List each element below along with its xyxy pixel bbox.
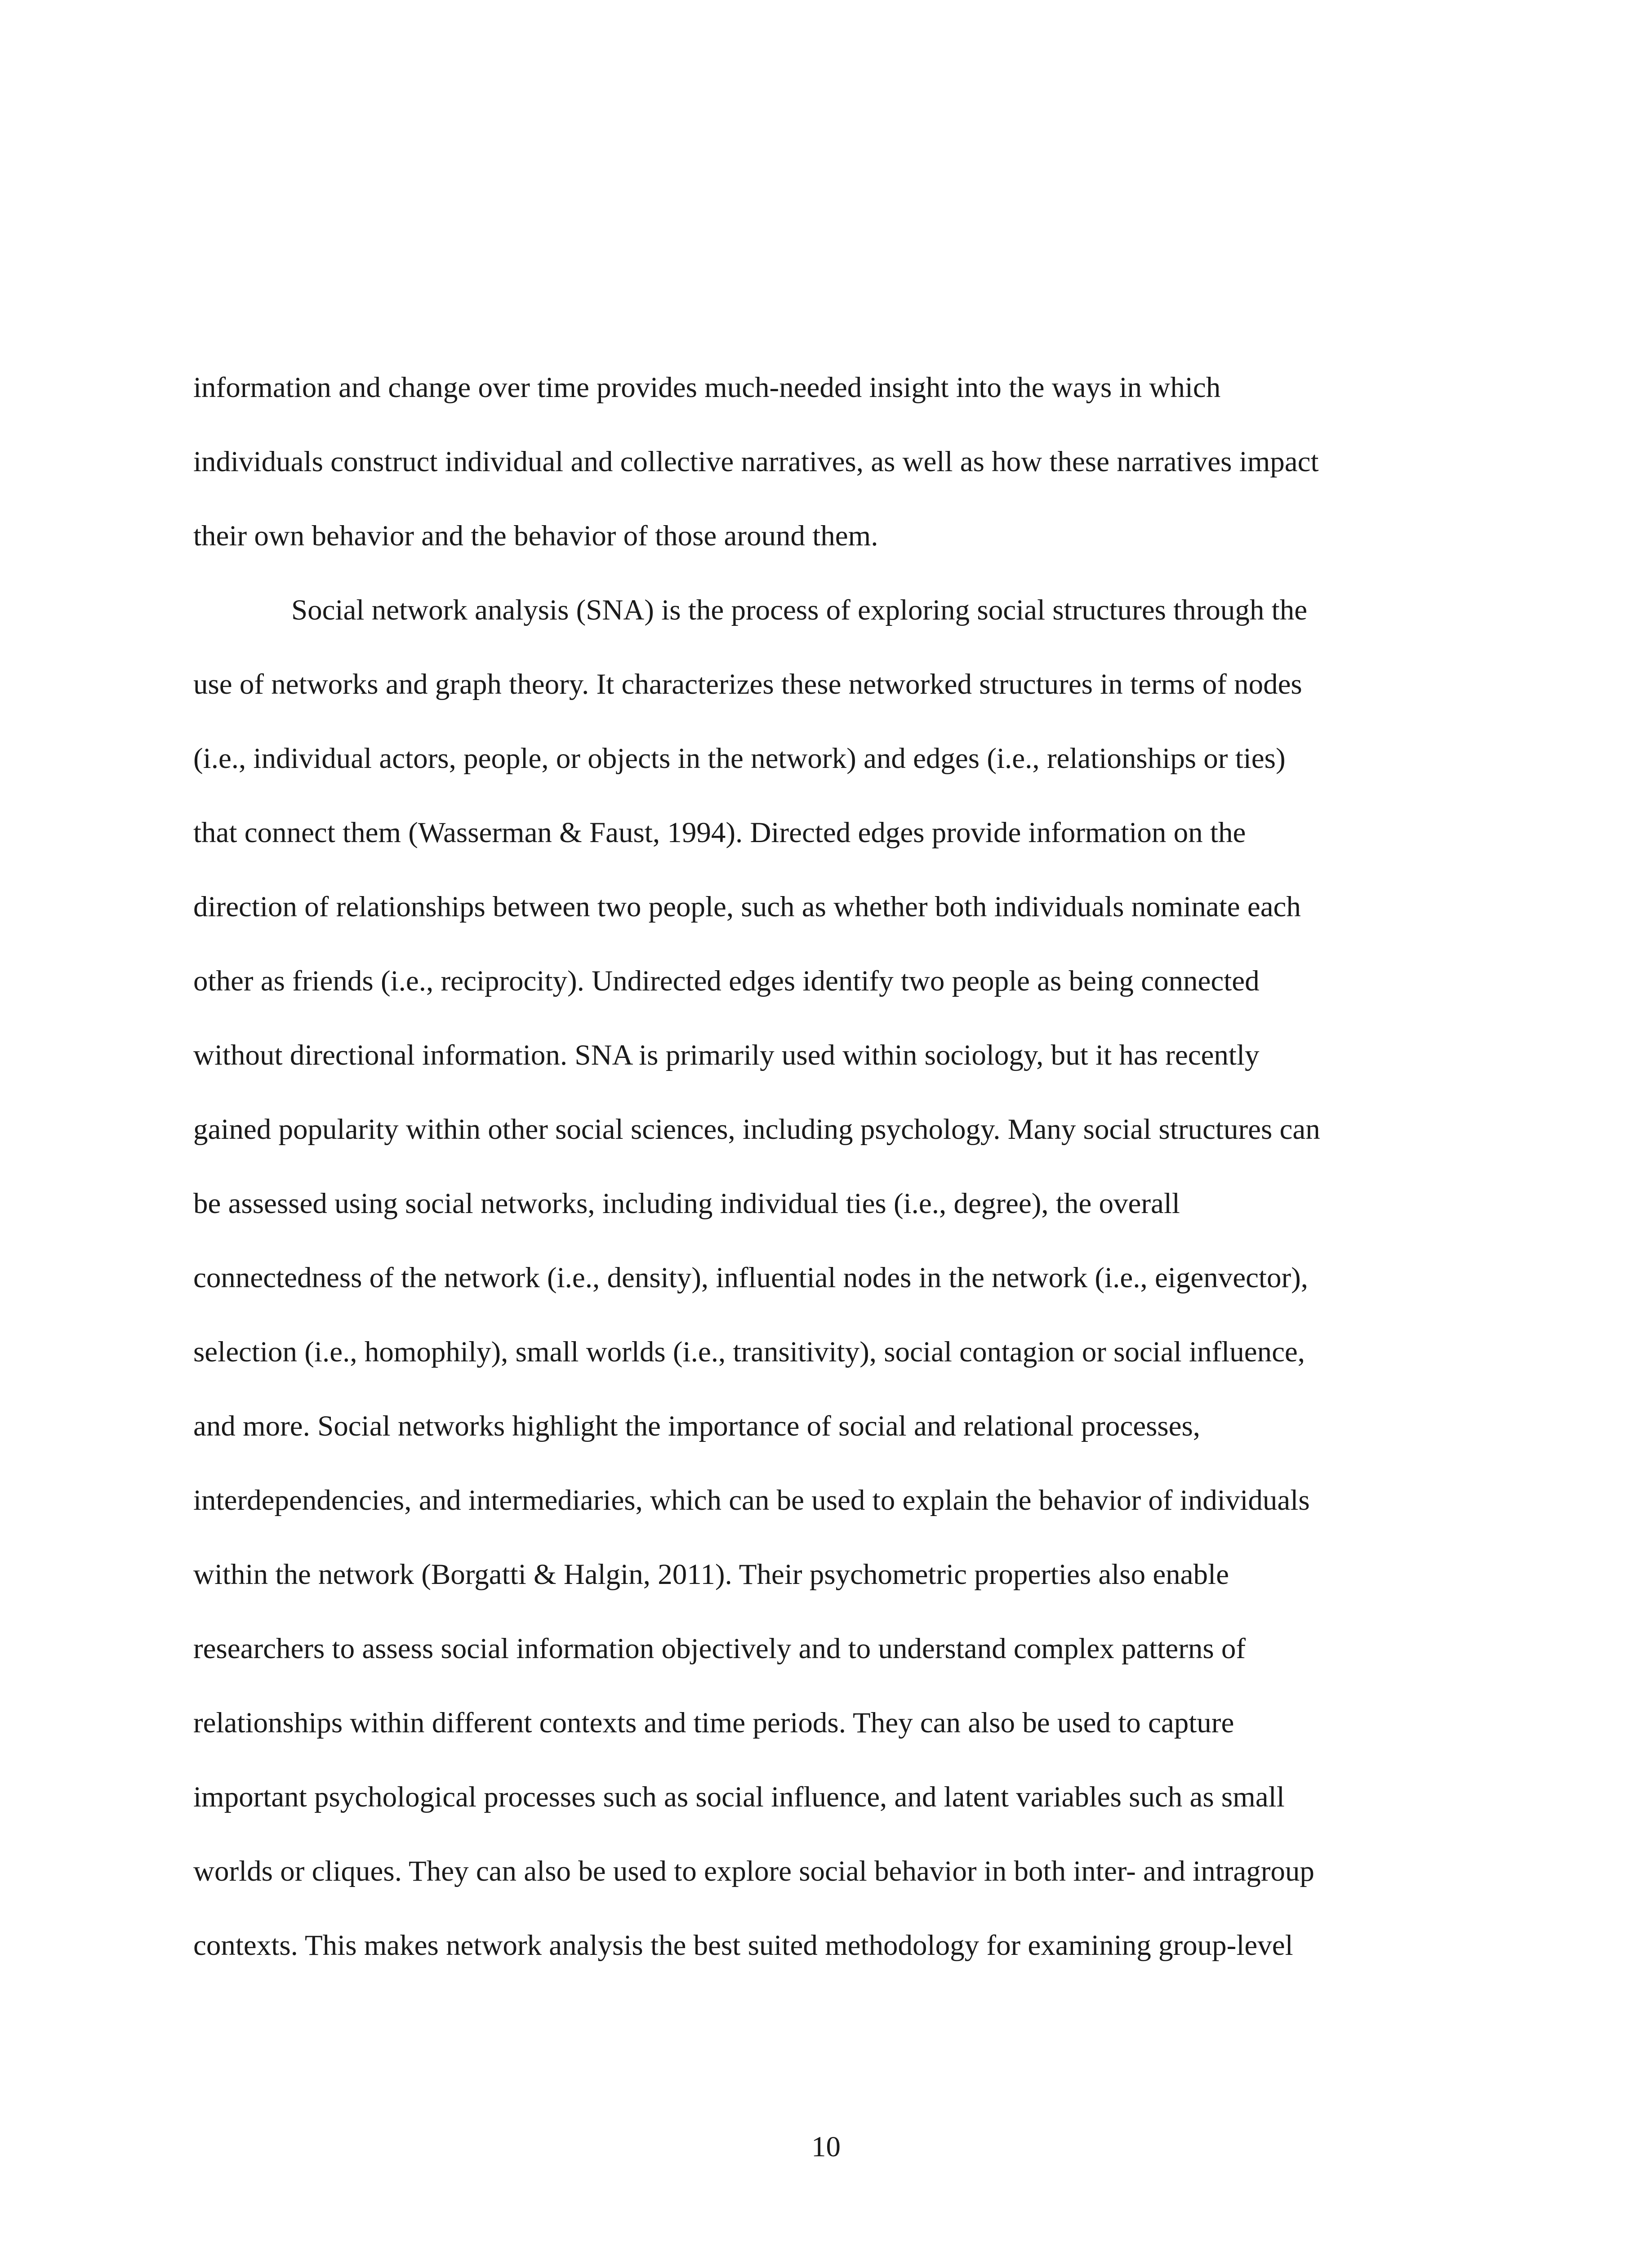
page-number: 10 — [811, 2131, 841, 2163]
text-line: direction of relationships between two people, such as whether both individuals nominate each — [193, 891, 1301, 923]
text-line: that connect them (Wasserman & Faust, 1994). Directed edges provide information on the — [193, 816, 1246, 849]
text-line: and more. Social networks highlight the importance of social and relational processes, — [193, 1410, 1201, 1442]
text-line: important psychological processes such as social influence, and latent variables such as small — [193, 1781, 1285, 1813]
paragraph-start-line: Social network analysis (SNA) is the process of exploring social structures through the — [291, 594, 1308, 626]
text-line: connectedness of the network (i.e., density), influential nodes in the network (i.e., eigenvector), — [193, 1262, 1309, 1294]
text-line: information and change over time provides much-needed insight into the ways in which — [193, 371, 1221, 404]
text-line: selection (i.e., homophily), small worlds (i.e., transitivity), social contagion or social influence, — [193, 1336, 1305, 1368]
text-line: researchers to assess social information objectively and to understand complex patterns of — [193, 1632, 1246, 1665]
text-line: individuals construct individual and collective narratives, as well as how these narratives impact — [193, 446, 1319, 478]
text-line: without directional information. SNA is primarily used within sociology, but it has recently — [193, 1039, 1260, 1071]
text-line: other as friends (i.e., reciprocity). Undirected edges identify two people as being connected — [193, 965, 1260, 997]
text-line: their own behavior and the behavior of those around them. — [193, 520, 878, 552]
text-line: be assessed using social networks, including individual ties (i.e., degree), the overall — [193, 1187, 1180, 1220]
text-line: interdependencies, and intermediaries, which can be used to explain the behavior of individuals — [193, 1484, 1310, 1517]
text-line: within the network (Borgatti & Halgin, 2011). Their psychometric properties also enable — [193, 1558, 1229, 1591]
text-line: worlds or cliques. They can also be used to explore social behavior in both inter- and intragroup — [193, 1855, 1314, 1887]
text-line: (i.e., individual actors, people, or objects in the network) and edges (i.e., relationships or ties) — [193, 742, 1286, 775]
text-line: contexts. This makes network analysis the best suited methodology for examining group-level — [193, 1929, 1293, 1962]
text-line: use of networks and graph theory. It characterizes these networked structures in terms of nodes — [193, 668, 1302, 700]
body-text — [193, 365, 1452, 1997]
text-line: relationships within different contexts and time periods. They can also be used to capture — [193, 1707, 1234, 1739]
text-line: gained popularity within other social sciences, including psychology. Many social structures can — [193, 1113, 1320, 1146]
